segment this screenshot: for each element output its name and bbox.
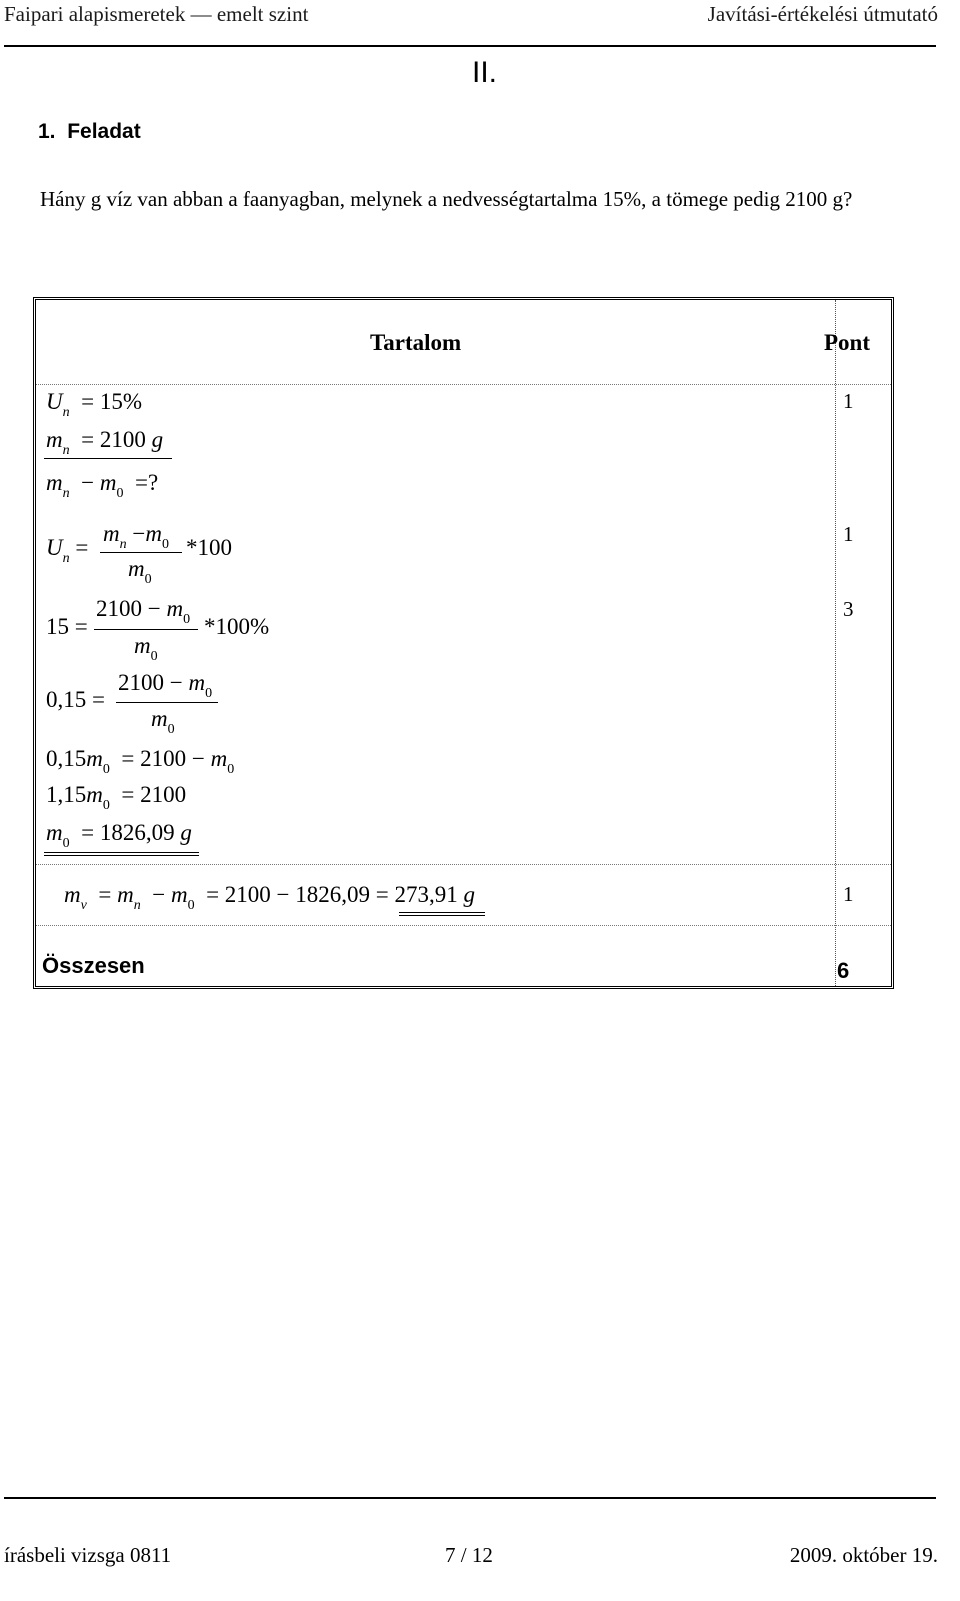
column-divider: [835, 300, 836, 986]
footer-date: 2009. október 19.: [789, 1543, 938, 1567]
decimal-form-bar: [116, 702, 218, 703]
row-divider-1: [36, 864, 891, 865]
footer-page-number: 7 / 12: [445, 1543, 493, 1567]
substitution-factor: *100%: [204, 614, 270, 639]
dry-mass-double-underline: [44, 852, 199, 856]
task-number: 1.: [38, 120, 56, 143]
total-label: Összesen: [42, 953, 145, 978]
substitution-numerator: $2100 - m_0$: [96, 596, 191, 627]
formula-moisture-bar: [100, 552, 182, 553]
header-guide-title: Javítási-értékelési útmutató: [707, 2, 938, 26]
decimal-form-numerator: $2100 - m_0$: [118, 670, 213, 701]
header-title: Faipari alapismeretek — emelt szint: [4, 2, 309, 26]
step-dry-mass: $m_0 = 1826,09$ g: [46, 820, 192, 851]
result-double-underline: [399, 912, 485, 916]
header-row-divider: [36, 384, 891, 385]
step-combine: $1,15m_0 = 2100$: [46, 782, 187, 813]
points-calculation: 3: [843, 597, 854, 621]
points-formula: 1: [843, 522, 854, 546]
task-title: Feladat: [67, 120, 141, 143]
total-points: 6: [837, 958, 850, 983]
task-heading: [38, 120, 141, 144]
formula-moisture-factor: *100: [186, 535, 232, 560]
final-water-mass: $m_v = m_n - m_0 = 2100 - 1826,09 = 273,91$ g: [64, 882, 475, 913]
formula-moisture-denominator: $m_0$: [128, 556, 152, 587]
footer-rule: [4, 1497, 936, 1499]
step-rearrange: $0,15m_0 = 2100 - m_0$: [46, 746, 235, 777]
question-text: Hány g víz van abban a faanyagban, melynek a nedvességtartalma 15%, a tömege pedig 2100 g?: [40, 187, 853, 211]
given-mass: $m_n = 2100$ g: [46, 427, 164, 458]
substitution-bar: [94, 629, 198, 630]
points-final: 1: [843, 882, 854, 906]
substitution-lhs: 15 =: [46, 614, 88, 639]
header-rule: [4, 45, 936, 47]
footer-exam-code: írásbeli vizsga 0811: [4, 1543, 172, 1567]
given-underline: [44, 458, 172, 459]
given-moisture: $U_n = 15\%$: [46, 389, 143, 420]
formula-moisture-numerator: $m_n -m_0$: [103, 521, 169, 552]
formula-moisture-lhs: $U_n$ =: [46, 535, 89, 566]
decimal-form-lhs: 0,15 =: [46, 687, 105, 712]
section-number: II.: [472, 56, 498, 89]
solution-table: [33, 297, 894, 989]
unknown-water: $m_n - m_0$ =?: [46, 470, 159, 501]
row-divider-2: [36, 925, 891, 926]
points-given: 1: [843, 389, 854, 413]
decimal-form-denominator: $m_0$: [151, 706, 175, 737]
column-header-content: Tartalom: [370, 330, 462, 355]
column-header-points: Pont: [824, 330, 870, 355]
substitution-denominator: $m_0$: [134, 633, 158, 664]
